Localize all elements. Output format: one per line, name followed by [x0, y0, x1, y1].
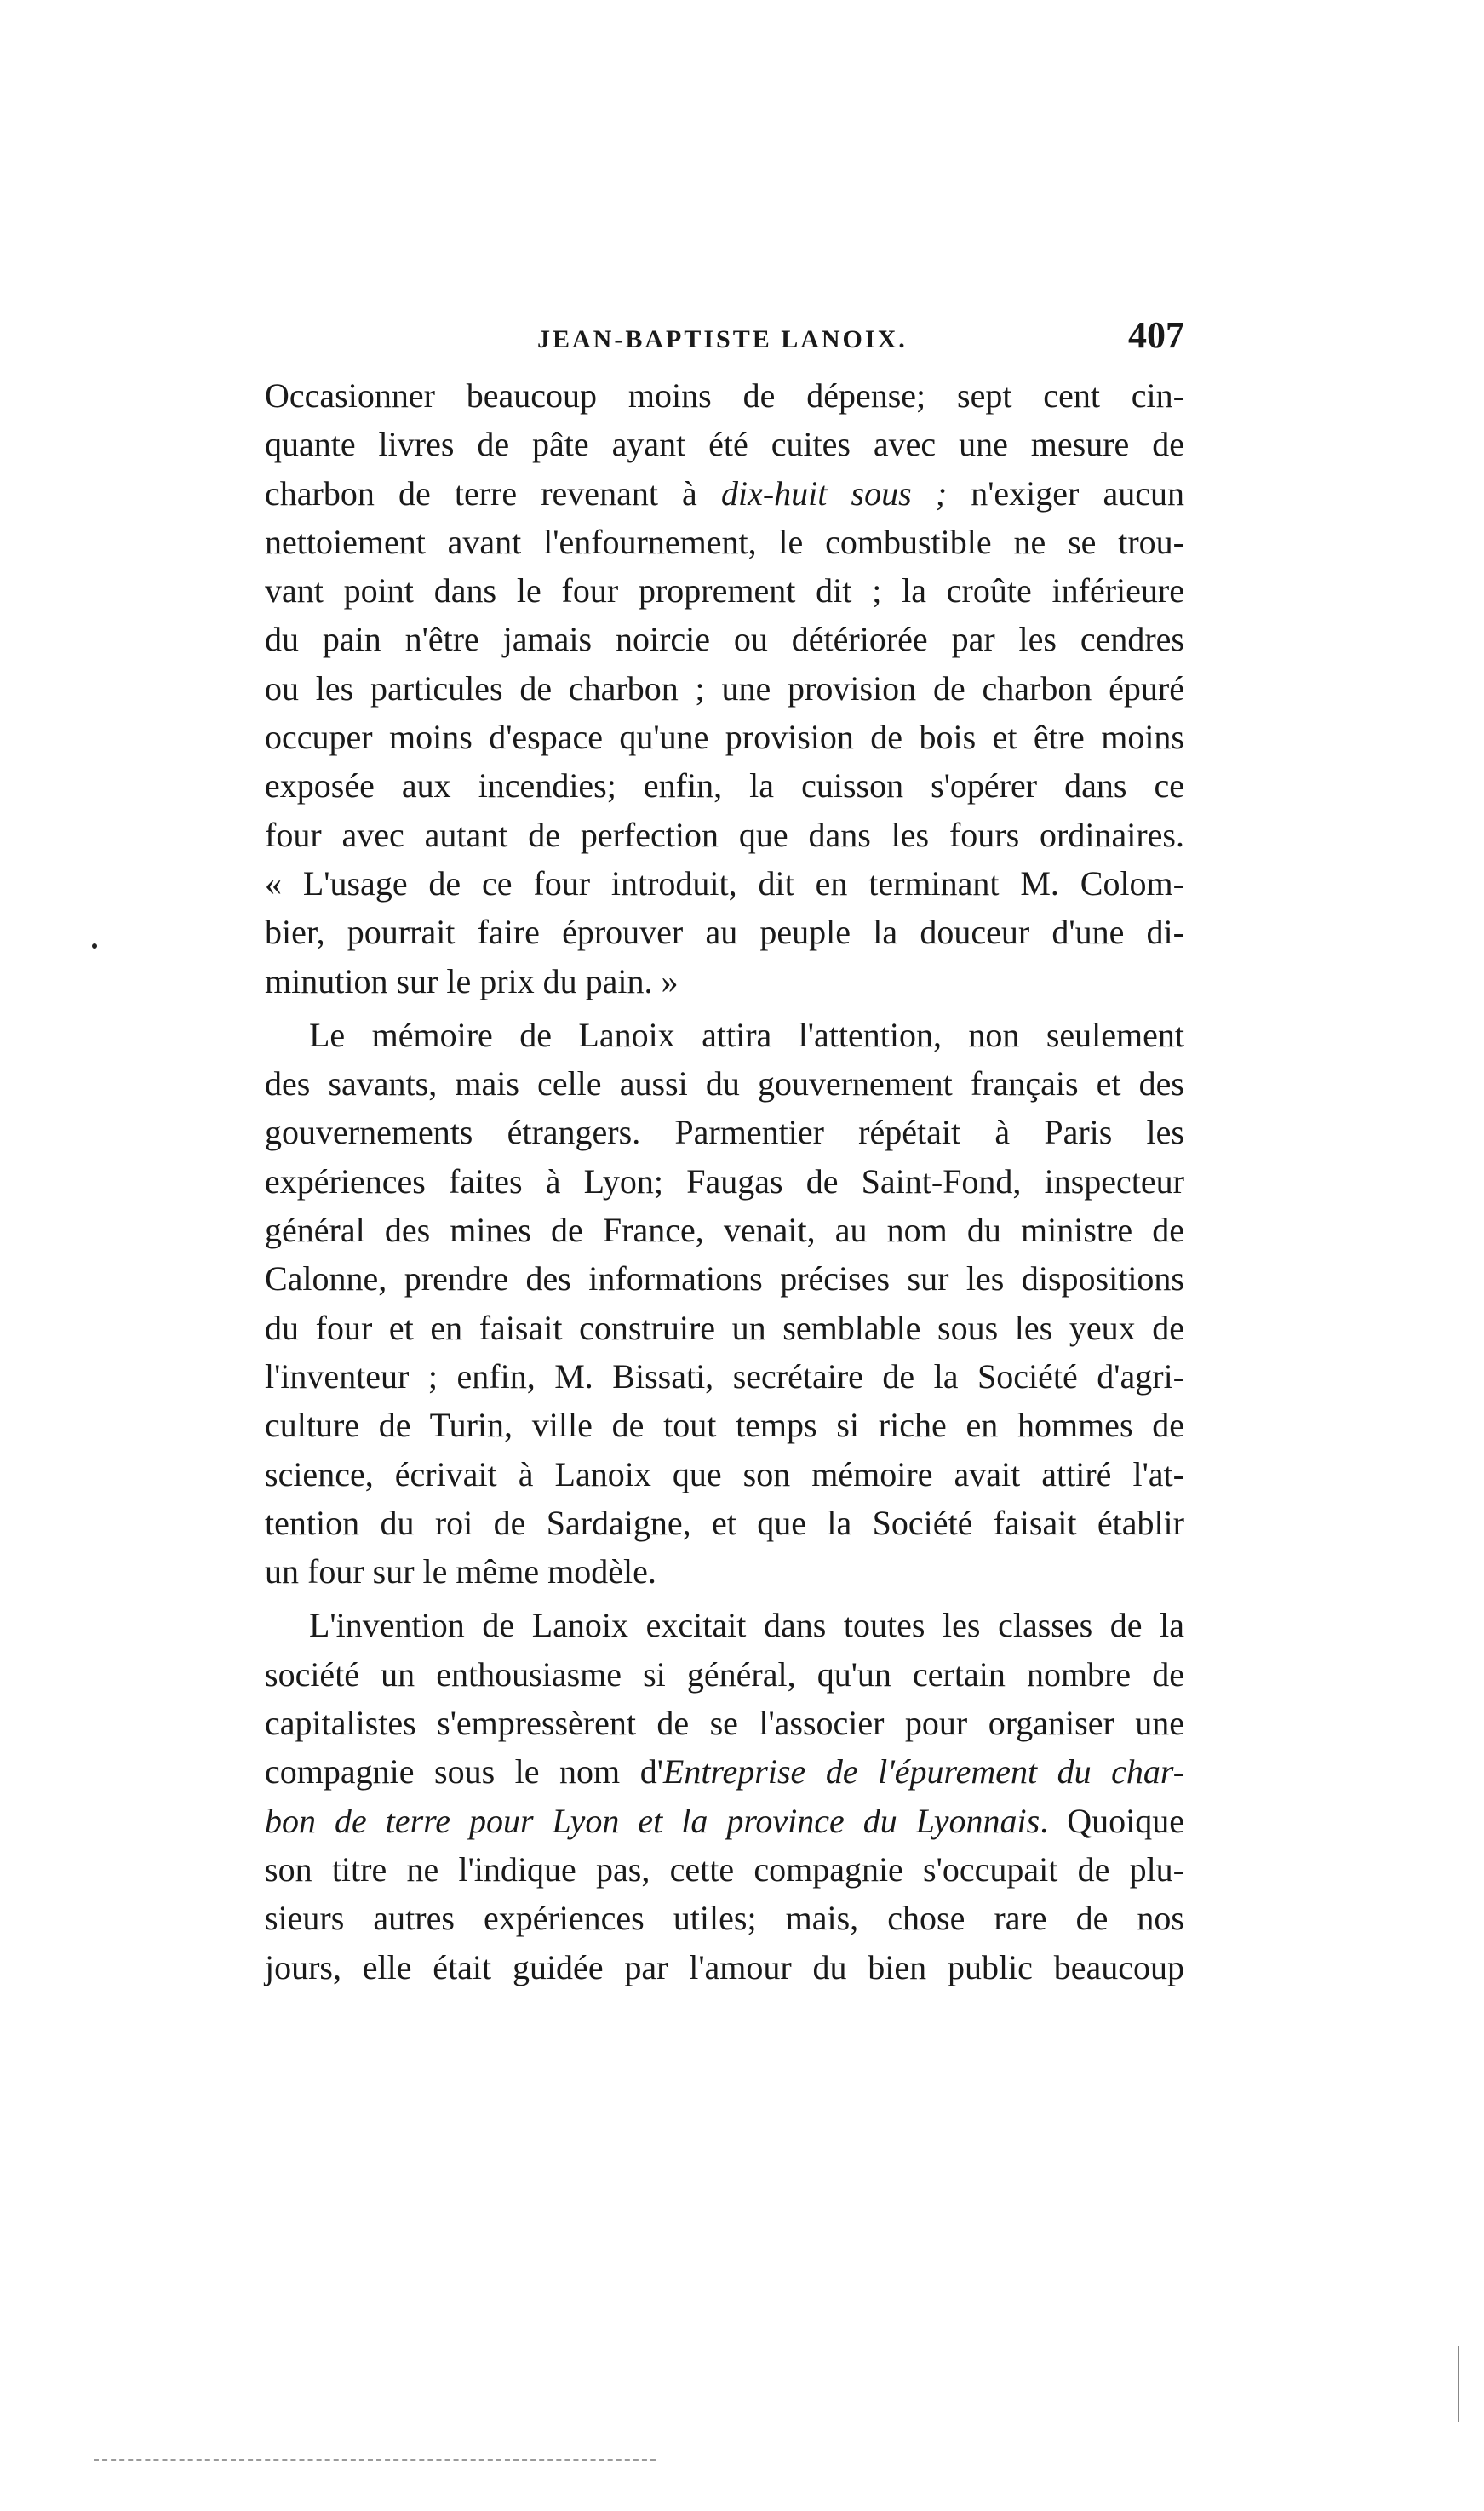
- text-line: quante livres de pâte ayant été cuites avec une mesure de: [265, 425, 1184, 464]
- scan-footer-artifact: [94, 2459, 656, 2461]
- text-line: tention du roi de Sardaigne, et que la Société faisait établir: [265, 1503, 1184, 1542]
- text-line: vant point dans le four proprement dit ; la croûte inférieure: [265, 571, 1184, 611]
- text-line: compagnie sous le nom d'Entreprise de l'épurement du char-: [265, 1752, 1184, 1792]
- text-line: occuper moins d'espace qu'une provision de bois et être moins: [265, 718, 1184, 757]
- text-line: minution sur le prix du pain. »: [265, 961, 679, 1000]
- italic-text: dix-huit sous ;: [720, 473, 948, 513]
- text-line: Le mémoire de Lanoix attira l'attention, non seulement: [309, 1015, 1184, 1054]
- text-line: « L'usage de ce four introduit, dit en terminant M. Colom-: [265, 863, 1184, 903]
- page-number: 407: [1128, 314, 1184, 356]
- text-line: du pain n'être jamais noircie ou détériorée par les cendres: [265, 620, 1184, 659]
- text-line: société un enthousiasme si général, qu'un certain nombre de: [265, 1654, 1184, 1694]
- text-line: jours, elle était guidée par l'amour du bien public beaucoup: [265, 1947, 1184, 1986]
- italic-text: Entreprise de l'épurement du char-: [662, 1752, 1184, 1792]
- text-line: ou les particules de charbon ; une provision de charbon épuré: [265, 668, 1184, 708]
- text-line: nettoiement avant l'enfournement, le combustible ne se trou-: [265, 522, 1184, 561]
- text-line: expériences faites à Lyon; Faugas de Saint-Fond, inspecteur: [265, 1161, 1184, 1201]
- text-line: sieurs autres expériences utiles; mais, chose rare de nos: [265, 1899, 1184, 1938]
- scan-edge-mark: [1458, 2346, 1459, 2422]
- text-line: four avec autant de perfection que dans les fours ordinaires.: [265, 815, 1184, 854]
- text-line: science, écrivait à Lanoix que son mémoire avait attiré l'at-: [265, 1454, 1184, 1493]
- text-line: général des mines de France, venait, au nom du ministre de: [265, 1211, 1184, 1250]
- text-line: des savants, mais celle aussi du gouvernement français et des: [265, 1064, 1184, 1104]
- text-line: Calonne, prendre des informations précises sur les dispositions: [265, 1259, 1184, 1298]
- body-text: [265, 371, 1184, 1992]
- text-line: bier, pourrait faire éprouver au peuple la douceur d'une di-: [265, 913, 1184, 952]
- text-line: gouvernements étrangers. Parmentier répétait à Paris les: [265, 1113, 1184, 1152]
- text-line: son titre ne l'indique pas, cette compagnie s'occupait de plu-: [265, 1849, 1184, 1889]
- text-line: culture de Turin, ville de tout temps si riche en hommes de: [265, 1406, 1184, 1445]
- text-line: l'inventeur ; enfin, M. Bissati, secrétaire de la Société d'agri-: [265, 1356, 1184, 1396]
- italic-text: bon de terre pour Lyon et la province du Lyonnais: [265, 1801, 1040, 1840]
- running-title: JEAN-BAPTISTE LANOIX.: [537, 325, 908, 353]
- scan-speck: [92, 943, 97, 949]
- text-line: charbon de terre revenant à dix-huit sous ; n'exiger aucun: [265, 473, 1185, 513]
- text-line: exposée aux incendies; enfin, la cuisson s'opérer dans ce: [265, 766, 1184, 805]
- text-line: capitalistes s'empressèrent de se l'associer pour organiser une: [265, 1704, 1184, 1743]
- text-line: bon de terre pour Lyon et la province du Lyonnais. Quoique: [265, 1801, 1184, 1840]
- running-head: [265, 313, 1184, 364]
- text-line: Occasionner beaucoup moins de dépense; sept cent cin-: [265, 376, 1184, 415]
- text-line: du four et en faisait construire un semblable sous les yeux de: [265, 1308, 1184, 1347]
- text-line: un four sur le même modèle.: [265, 1552, 656, 1591]
- text-line: L'invention de Lanoix excitait dans toutes les classes de la: [309, 1606, 1184, 1645]
